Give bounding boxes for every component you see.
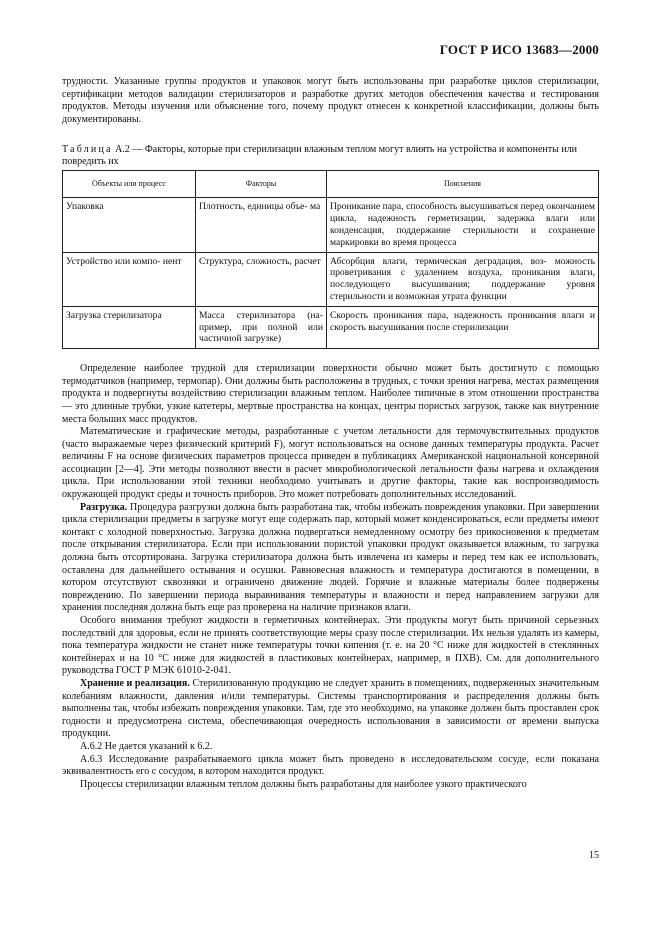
paragraph-methods: Математические и графические методы, разработанные с учетом летальности для термочувствительных продуктов (часто выражаемые через физический критерий F), могут использоваться на основе данных температуры продукта. Расчет величины F на основе физических параметров процесса приведен в публикациях Американской национальной консервной ассоциации [2—4]. Эти методы позволяют ввести в расчет микробиологической летальности фазы нагрева и охлаждения цикла. При использовании этой техники необходимо учитывать и другие факторы, такие как воспроизводимость окружающей продукт среды и точность приборов. Это может потребовать дополнительных исследований. (62, 426, 599, 501)
paragraph-unloading (62, 502, 599, 615)
table-row (63, 306, 599, 348)
page-content (62, 76, 599, 791)
table-cell: Проникание пара, способность высушиваться перед окончанием цикла, надежность герметизации, задержка влаги или конденсация, поддержание стерильности и сохранение маркировки во время процесса (327, 198, 599, 252)
table-cell: Плотность, единицы объе- ма (196, 198, 327, 252)
table-row (63, 198, 599, 252)
paragraph-unloading-lead: Разгрузка. (80, 501, 128, 513)
table-row (63, 252, 599, 306)
table-header-factors: Факторы (196, 171, 327, 198)
paragraph-liquids: Особого внимания требуют жидкости в герметичных контейнерах. Эти продукты могут быть причиной серьезных последствий для здоровья, если не принять соответствующие меры сразу после стерилизации. Их нельзя удалять из камеры, пока температура жидкости не станет ниже температуры точки кипения (т. е. на 20 °С ниже для жидкостей в стеклянных контейнерах и на 10 °С ниже для жидкостей в пластиковых контейнерах, например, в ПХВ). См. для дополнительного руководства ГОСТ Р МЭК 61010-2-041. (62, 615, 599, 677)
table-caption-label: Таблица (62, 144, 113, 156)
table-cell: Скорость проникания пара, надежность проникания влаги и скорость высушивания после стерилизации (327, 306, 599, 348)
intro-paragraph: трудности. Указанные группы продуктов и упаковок могут быть использованы при разработке циклов стерилизации, сертификации методов валидации стерилизаторов и разработке других методов обеспечения качества и тестирования продуктов. Методы изучения или объяснение того, почему продукт отнесен к конкретной классификации, должны быть документированы. (62, 76, 599, 125)
factors-table (62, 170, 599, 349)
table-cell: Масса стерилизатора (на- пример, при полной или частичной загрузке) (196, 306, 327, 348)
paragraph-a63: А.6.3 Исследование разрабатываемого цикла может быть проведено в исследовательском сосуде, если показана эквивалентность его с сосудом, в котором находится продукт. (62, 753, 599, 778)
table-cell: Структура, сложность, расчет (196, 252, 327, 306)
table-header-row (63, 171, 599, 198)
table-cell: Загрузка стерилизатора (63, 306, 196, 348)
document-header: ГОСТ Р ИСО 13683—2000 (439, 42, 599, 57)
table-caption (62, 144, 599, 168)
paragraph-unloading-text: Процедура разгрузки должна быть разработана так, чтобы избежать повреждения упаковки. При завершении цикла стерилизации предметы в загрузке могут еще содержать пар, который может конденсироваться, если предметы имеют контакт с холодной поверхностью. Загрузка должна подвергаться немедленному осмотру без прикосновения к предметам после открывания стерилизатора. Если при использовании пористой упаковки продукт оказывается влажным, то загрузка должна быть отсортирована. Загрузка стерилизатора должна быть извлечена из камеры и перед тем как ее использовать, оставлена для дальнейшего остывания и осушки. Равновесная влажность и температура достигаются в помещении, в котором отсутствуют сквозняки и ограничено движение людей. Горячие и влажные материалы более подвержены повреждению. По завершении периода выравнивания температуры и влажности и перед направлением загрузки для хранения последняя должна быть еще раз проверена на наличие признаков влаги. (62, 501, 599, 614)
table-header-objects: Объекты или процесс (63, 171, 196, 198)
table-caption-text: А.2 — Факторы, которые при стерилизации влажным теплом могут влиять на устройства и компоненты или повредить их (62, 144, 578, 168)
paragraph-processes: Процессы стерилизации влажным теплом должны быть разработаны для наиболее узкого практического (80, 778, 527, 790)
table-cell: Абсорбция влаги, термическая деградация, воз- можность проветривания с удалением воздуха, проникания влаги, последующего высушивания; поддержание уровня стерильности и возможная утрата функции (327, 252, 599, 306)
paragraph-a62: А.6.2 Не дается указаний к 6.2. (80, 740, 213, 752)
page-number: 15 (589, 850, 599, 861)
paragraph-sensors: Определение наиболее трудной для стерилизации поверхности обычно может быть достигнуто с помощью термодатчиков (например, термопар). Они должны быть расположены в трудных, с точки зрения нагрева, местах размещения продукта и подвергнуты воздействию стерилизации влажным теплом. Наиболее типичные в этом отношении пространства — это длинные трубки, узкие катетеры, мертвые пространства на концах, центры пористых загрузок, также как внутренние места больших масс продуктов. (62, 363, 599, 425)
paragraph-storage-lead: Хранение и реализация. (80, 677, 190, 689)
table-header-explanations: Пояснения (327, 171, 599, 198)
table-cell: Устройство или компо- нент (63, 252, 196, 306)
paragraph-storage (62, 678, 599, 741)
table-cell: Упаковка (63, 198, 196, 252)
paragraph-storage-text: Стерилизованную продукцию не следует хранить в помещениях, подверженных значительным колебаниям влажности, давления и/или температуры. Системы транспортирования и распределения должны быть выполнены так, чтобы избежать повреждения упаковки. Там, где это необходимо, на упаковке должен быть проставлен срок годности и предусмотрена система, обеспечивающая очередность использования в зависимости от времени выпуска продукции. (62, 677, 600, 740)
